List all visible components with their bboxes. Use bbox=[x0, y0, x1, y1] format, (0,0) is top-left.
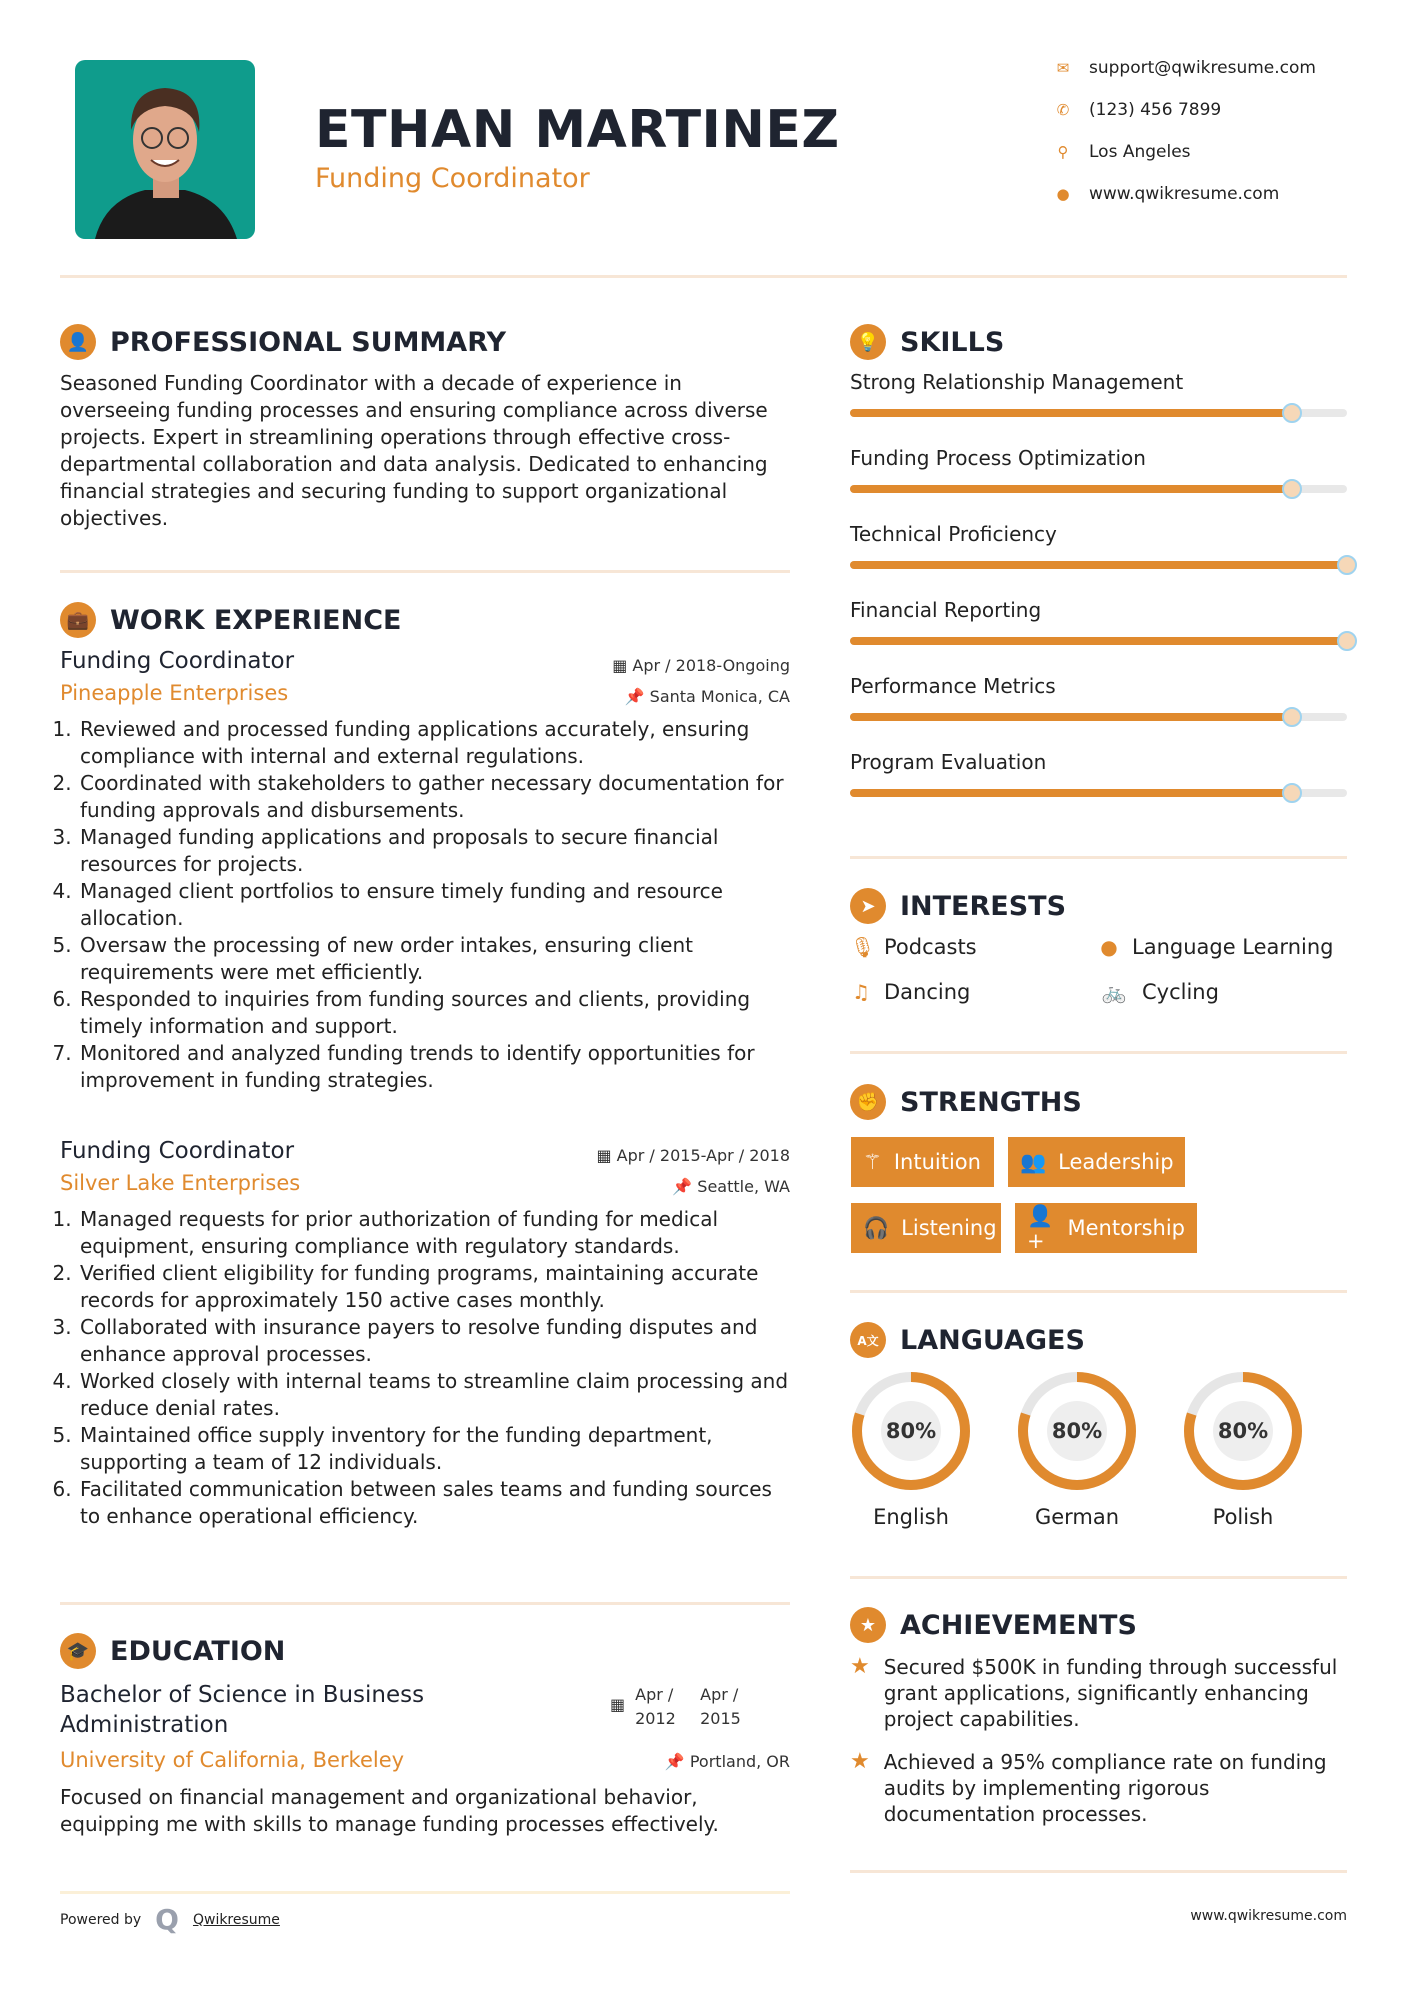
summary-heading bbox=[60, 324, 506, 360]
job-dates bbox=[612, 656, 790, 675]
interest-label: Language Learning bbox=[1132, 935, 1334, 959]
strength-tag bbox=[851, 1137, 994, 1187]
star-icon: ★ bbox=[850, 1654, 870, 1679]
strengths-heading-text: STRENGTHS bbox=[900, 1086, 1082, 1118]
divider bbox=[850, 1576, 1347, 1579]
fist-icon: ✊ bbox=[850, 1084, 886, 1120]
achievement-item bbox=[850, 1749, 1350, 1827]
languages-heading-text: LANGUAGES bbox=[900, 1324, 1085, 1356]
microphone-icon: 🎙 bbox=[850, 935, 876, 959]
experience-heading bbox=[60, 602, 401, 638]
education-location bbox=[560, 1752, 790, 1771]
strength-label: Intuition bbox=[893, 1150, 981, 1174]
skill-item bbox=[850, 598, 1347, 674]
job-location-text: Seattle, WA bbox=[697, 1177, 790, 1196]
interest-item bbox=[1098, 935, 1333, 959]
education-dates bbox=[610, 1683, 755, 1731]
divider bbox=[850, 1290, 1347, 1293]
globe-icon: ● bbox=[1100, 935, 1118, 959]
job-bullets bbox=[60, 716, 790, 1094]
skill-label: Program Evaluation bbox=[850, 750, 1047, 774]
company-name: Pineapple Enterprises bbox=[60, 681, 289, 705]
calendar-icon: ▦ bbox=[610, 1695, 626, 1714]
job-location bbox=[625, 687, 790, 706]
brand-link[interactable]: Qwikresume bbox=[192, 1911, 280, 1928]
users-icon: 👥 bbox=[1020, 1149, 1047, 1174]
divider bbox=[60, 570, 790, 573]
pin-icon: 📌 bbox=[624, 687, 650, 706]
divider bbox=[60, 1602, 790, 1605]
bullet: 6. Responded to inquiries from funding sources and clients, providing timely information and support. bbox=[78, 986, 790, 1040]
skill-bar bbox=[850, 713, 1347, 721]
skill-item bbox=[850, 446, 1347, 522]
interests-heading bbox=[850, 888, 1066, 924]
bullet: 3. Managed funding applications and proposals to secure financial resources for projects. bbox=[78, 824, 790, 878]
phone-icon: ✆ bbox=[1056, 101, 1070, 119]
bullet: 1. Reviewed and processed funding applications accurately, ensuring compliance with internal and external regulations. bbox=[78, 716, 790, 770]
achievements-heading-text: ACHIEVEMENTS bbox=[900, 1609, 1137, 1641]
education-location-text: Portland, OR bbox=[689, 1752, 790, 1771]
job-location bbox=[672, 1177, 790, 1196]
skill-bar-fill bbox=[850, 789, 1292, 797]
skill-bar-fill bbox=[850, 637, 1347, 645]
skill-item bbox=[850, 522, 1347, 598]
job-entry bbox=[60, 1138, 790, 1530]
strength-label: Leadership bbox=[1058, 1150, 1174, 1174]
summary-heading-text: PROFESSIONAL SUMMARY bbox=[110, 326, 507, 358]
language-ring bbox=[849, 1369, 973, 1493]
bullet: 6. Facilitated communication between sales teams and funding sources to enhance operational efficiency. bbox=[78, 1476, 790, 1530]
skill-bar-knob bbox=[1282, 707, 1302, 727]
job-title: Funding Coordinator bbox=[60, 648, 295, 674]
job-entry bbox=[60, 648, 790, 1094]
header-divider bbox=[60, 275, 1347, 278]
bullet: 4. Worked closely with internal teams to streamline claim processing and reduce denial rates. bbox=[78, 1368, 790, 1422]
bullet: 5. Maintained office supply inventory for the funding department, supporting a team of 12 individuals. bbox=[78, 1422, 790, 1476]
map-pin-icon: ⚲ bbox=[1057, 143, 1069, 161]
bullet: 4. Managed client portfolios to ensure timely funding and resource allocation. bbox=[78, 878, 790, 932]
user-plus-icon: 👤+ bbox=[1027, 1203, 1054, 1253]
skills-list bbox=[850, 370, 1347, 826]
bullet: 2. Verified client eligibility for funding programs, maintaining accurate records for approximately 150 active cases monthly. bbox=[78, 1260, 790, 1314]
education-heading-text: EDUCATION bbox=[110, 1635, 286, 1667]
music-note-icon: ♫ bbox=[852, 980, 870, 1004]
star-badge-icon: ★ bbox=[850, 1607, 886, 1643]
interest-label: Podcasts bbox=[884, 935, 977, 959]
bullet: 7. Monitored and analyzed funding trends to identify opportunities for improvement in funding strategies. bbox=[78, 1040, 790, 1094]
skill-bar-knob bbox=[1337, 555, 1357, 575]
interests-heading-text: INTERESTS bbox=[900, 890, 1067, 922]
star-icon: ★ bbox=[850, 1749, 870, 1774]
achievement-item bbox=[850, 1654, 1350, 1732]
website-text: www.qwikresume.com bbox=[1089, 184, 1280, 204]
skill-item bbox=[850, 674, 1347, 750]
skill-bar-fill bbox=[850, 561, 1347, 569]
contact-email[interactable] bbox=[1055, 58, 1316, 78]
strength-tag bbox=[1015, 1203, 1197, 1253]
paper-plane-icon: ➤ bbox=[850, 888, 886, 924]
company-name: Silver Lake Enterprises bbox=[60, 1171, 301, 1195]
divider bbox=[850, 856, 1347, 859]
email-text: support@qwikresume.com bbox=[1089, 58, 1316, 78]
skill-bar-knob bbox=[1282, 479, 1302, 499]
achievements-heading bbox=[850, 1607, 1137, 1643]
strengths-heading bbox=[850, 1084, 1082, 1120]
language-name: English bbox=[873, 1505, 949, 1529]
skill-item bbox=[850, 370, 1347, 446]
bullet: 1. Managed requests for prior authorization of funding for medical equipment, ensuring compliance with regulatory standards. bbox=[78, 1206, 790, 1260]
skill-bar-knob bbox=[1282, 403, 1302, 423]
job-dates bbox=[596, 1146, 790, 1165]
footer-powered bbox=[60, 1903, 280, 1936]
divider bbox=[850, 1051, 1347, 1054]
bicycle-icon: 🚲 bbox=[1101, 980, 1127, 1004]
education-start: Apr / 2012 bbox=[635, 1685, 676, 1728]
achievement-text: Achieved a 95% compliance rate on funding audits by implementing rigorous documentation processes. bbox=[883, 1750, 1327, 1826]
divider bbox=[850, 1870, 1347, 1873]
school-name: University of California, Berkeley bbox=[60, 1748, 405, 1772]
job-dates-text: Apr / 2018-Ongoing bbox=[632, 656, 790, 675]
contact-website[interactable] bbox=[1055, 184, 1279, 204]
interest-label: Dancing bbox=[884, 980, 971, 1004]
interest-label: Cycling bbox=[1142, 980, 1219, 1004]
skill-label: Strong Relationship Management bbox=[850, 370, 1184, 394]
calendar-icon: ▦ bbox=[612, 656, 633, 675]
skill-label: Performance Metrics bbox=[850, 674, 1056, 698]
skill-label: Financial Reporting bbox=[850, 598, 1042, 622]
interest-item bbox=[1098, 980, 1219, 1004]
contact-phone[interactable] bbox=[1055, 100, 1221, 120]
skill-bar bbox=[850, 409, 1347, 417]
strength-label: Listening bbox=[901, 1216, 997, 1240]
summary-text: Seasoned Funding Coordinator with a decade of experience in overseeing funding processes and ensuring compliance across diverse projects. Expert in streamlining operations through effective cross-departmental collaboration and data analysis. Dedicated to enhancing financial strategies and securing funding to support organizational objectives. bbox=[60, 371, 768, 530]
divider bbox=[60, 1891, 790, 1894]
skill-bar bbox=[850, 789, 1347, 797]
candidate-name: ETHAN MARTINEZ bbox=[315, 100, 840, 160]
language-name: Polish bbox=[1212, 1505, 1274, 1529]
qwikresume-logo-icon: Q bbox=[155, 1903, 179, 1936]
language-item bbox=[849, 1369, 973, 1529]
lightbulb-icon: 💡 bbox=[850, 324, 886, 360]
skill-bar bbox=[850, 637, 1347, 645]
education-end: Apr / 2015 bbox=[700, 1685, 741, 1728]
pin-icon: 📌 bbox=[664, 1752, 690, 1771]
language-ring bbox=[1015, 1369, 1139, 1493]
bullet: 2. Coordinated with stakeholders to gather necessary documentation for funding approvals and disbursements. bbox=[78, 770, 790, 824]
job-dates-text: Apr / 2015-Apr / 2018 bbox=[616, 1146, 790, 1165]
strength-tag bbox=[851, 1203, 1001, 1253]
strength-label: Mentorship bbox=[1067, 1216, 1185, 1240]
education-text: Focused on financial management and organizational behavior, equipping me with skills to manage funding processes effectively. bbox=[60, 1785, 719, 1836]
skill-bar-fill bbox=[850, 713, 1292, 721]
interest-item bbox=[850, 980, 970, 1004]
candidate-title: Funding Coordinator bbox=[315, 163, 590, 194]
achievement-text: Secured $500K in funding through successful grant applications, significantly enhancing project capabilities. bbox=[883, 1655, 1338, 1731]
bullet: 5. Oversaw the processing of new order intakes, ensuring client requirements were met efficiently. bbox=[78, 932, 790, 986]
pin-icon: 📌 bbox=[672, 1177, 698, 1196]
experience-heading-text: WORK EXPERIENCE bbox=[110, 604, 402, 636]
graduation-cap-icon: 🎓 bbox=[60, 1633, 96, 1669]
magic-wand-icon: ⚚ bbox=[863, 1150, 882, 1174]
location-text: Los Angeles bbox=[1089, 142, 1191, 162]
bullet: 3. Collaborated with insurance payers to resolve funding disputes and enhance approval processes. bbox=[78, 1314, 790, 1368]
language-percent: 80% bbox=[885, 1419, 937, 1443]
skill-label: Funding Process Optimization bbox=[850, 446, 1146, 470]
envelope-icon: ✉ bbox=[1056, 59, 1070, 77]
strength-tag bbox=[1008, 1137, 1185, 1187]
skill-bar bbox=[850, 561, 1347, 569]
job-bullets bbox=[60, 1206, 790, 1530]
powered-by-text: Powered by bbox=[60, 1911, 142, 1928]
languages-heading bbox=[850, 1322, 1085, 1358]
language-item bbox=[1181, 1369, 1305, 1529]
language-item bbox=[1015, 1369, 1139, 1529]
languages-list bbox=[849, 1369, 1305, 1529]
user-icon: 👤 bbox=[60, 324, 96, 360]
language-percent: 80% bbox=[1051, 1419, 1103, 1443]
language-ring bbox=[1181, 1369, 1305, 1493]
skill-bar-knob bbox=[1282, 783, 1302, 803]
globe-icon: ● bbox=[1056, 185, 1070, 203]
interest-item bbox=[850, 935, 977, 959]
skill-bar bbox=[850, 485, 1347, 493]
language-percent: 80% bbox=[1217, 1419, 1269, 1443]
job-location-text: Santa Monica, CA bbox=[649, 687, 790, 706]
skill-bar-fill bbox=[850, 485, 1292, 493]
calendar-icon: ▦ bbox=[596, 1146, 617, 1165]
language-name: German bbox=[1034, 1505, 1120, 1529]
skill-item bbox=[850, 750, 1347, 826]
briefcase-icon: 💼 bbox=[60, 602, 96, 638]
footer-site[interactable]: www.qwikresume.com bbox=[1190, 1908, 1347, 1924]
headphones-icon: 🎧 bbox=[863, 1215, 890, 1240]
skills-heading-text: SKILLS bbox=[900, 326, 1005, 358]
skills-heading bbox=[850, 324, 1004, 360]
skill-label: Technical Proficiency bbox=[850, 522, 1057, 546]
skill-bar-knob bbox=[1337, 631, 1357, 651]
contact-location bbox=[1055, 142, 1191, 162]
education-heading bbox=[60, 1633, 285, 1669]
skill-bar-fill bbox=[850, 409, 1292, 417]
translate-icon: A文 bbox=[850, 1322, 886, 1358]
phone-text: (123) 456 7899 bbox=[1089, 100, 1222, 120]
degree-title: Bachelor of Science in Business Administration bbox=[60, 1682, 425, 1738]
job-title: Funding Coordinator bbox=[60, 1138, 295, 1164]
profile-photo bbox=[75, 60, 255, 239]
